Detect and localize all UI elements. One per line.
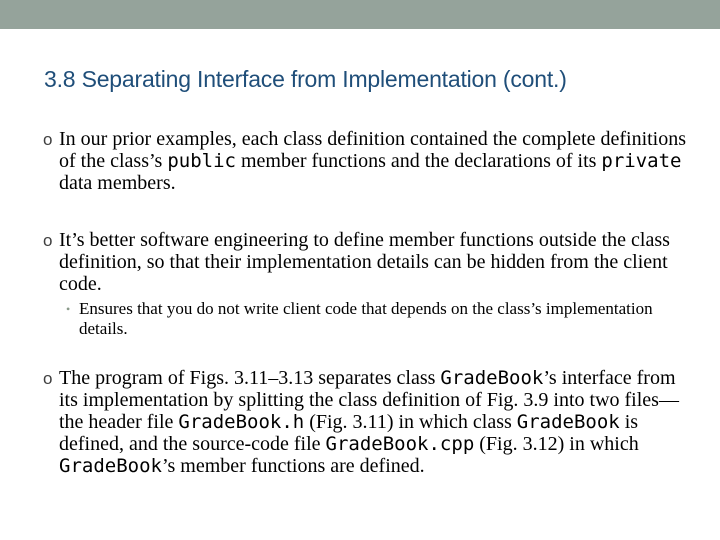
bullet-1 <box>43 128 699 194</box>
bullet-2-sub-text: Ensures that you do not write client code that depends on the class’s implementation details. <box>79 299 653 338</box>
bullet-2-text: It’s better software engineering to define member functions outside the class definition, so that their implementation details can be hidden from the client code. <box>59 229 670 295</box>
bullet-3-code-header: GradeBook.h <box>178 411 305 433</box>
bullet-marker: o <box>43 369 53 388</box>
sub-bullet-marker: • <box>66 302 71 316</box>
bullet-3-code-gradebook: GradeBook <box>440 367 544 389</box>
bullet-1-text-b: member functions and the declarations of its <box>235 150 602 172</box>
bullet-3-text-c: (Fig. 3.11) in which class <box>304 411 517 433</box>
bullet-2-sub <box>66 299 679 339</box>
bullet-3-text-d: is defined, and the source-code file <box>59 411 639 455</box>
bullet-marker: o <box>43 130 53 149</box>
bullet-3-code-gradebook-2: GradeBook <box>516 411 620 433</box>
bullet-3-text-b: ’s interface from its implementation by splitting the class definition of Fig. 3.9 into two files—the header file <box>59 367 679 433</box>
top-accent-bar <box>0 0 720 29</box>
slide-title: 3.8 Separating Interface from Implementation (cont.) <box>44 66 567 92</box>
bullet-1-code-private: private <box>601 150 682 172</box>
bullet-3-text-e: (Fig. 3.12) in which <box>474 433 639 455</box>
bullet-3 <box>43 367 699 477</box>
bullet-1-text-c: data members. <box>59 172 176 194</box>
bullet-3-code-gradebook-3: GradeBook <box>59 455 162 477</box>
bullet-1-text-a: In our prior examples, each class definition contained the complete definitions of the class’s <box>59 128 687 172</box>
bullet-3-text-a: The program of Figs. 3.11–3.13 separates class <box>59 367 441 389</box>
bullet-2 <box>43 229 699 295</box>
bullet-3-text-f: ’s member functions are defined. <box>161 455 425 477</box>
bullet-1-code-public: public <box>167 150 236 172</box>
bullet-marker: o <box>43 231 53 250</box>
bullet-3-code-cpp: GradeBook.cpp <box>325 433 475 455</box>
